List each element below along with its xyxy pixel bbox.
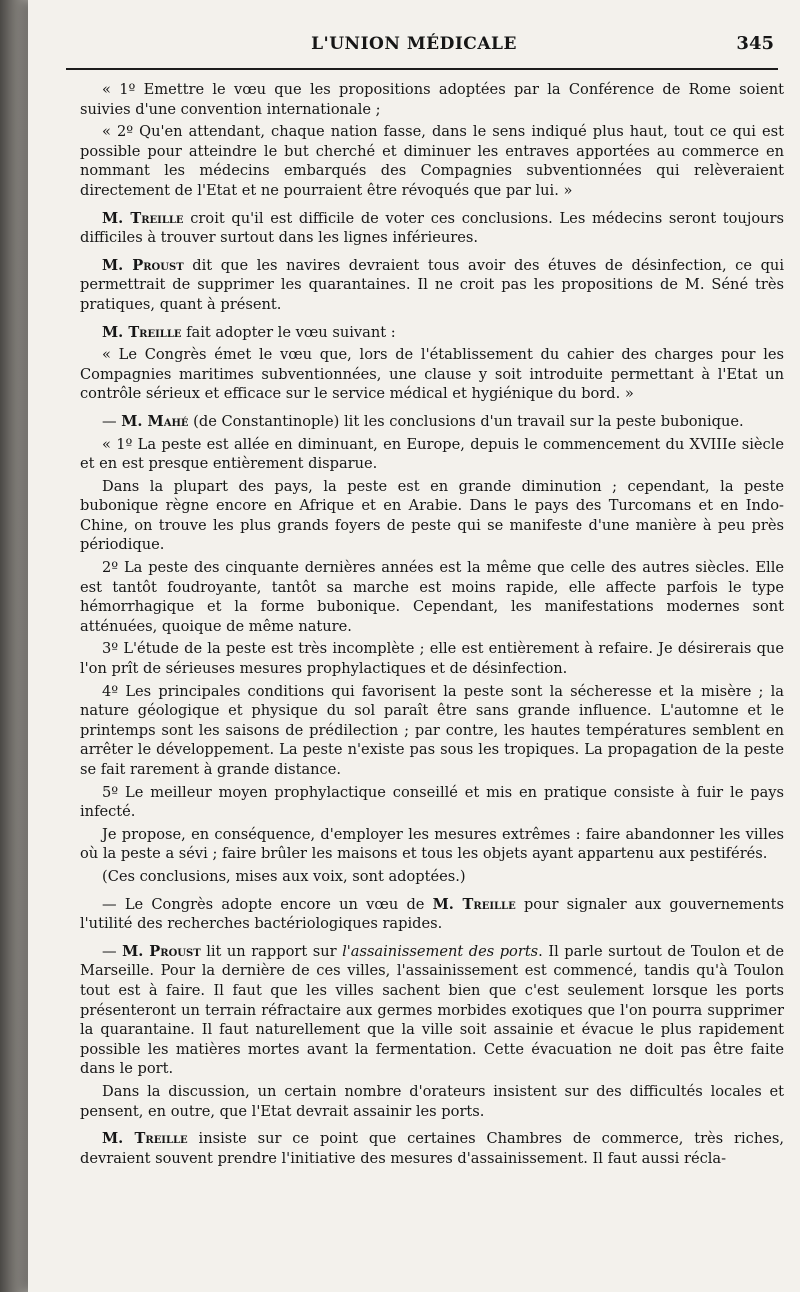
paragraph-text: 2º La peste des cinquante dernières années est la même que celle des autres siècles. Elle est tantôt foudroyante, tantôt sa marche est moins rapide, elle affecte parfois le type hémorrhagique et la forme bubonique. Cependant, les manifestations modernes sont atténuées, quoique de même nature. <box>80 559 784 635</box>
book-spine-shadow <box>0 0 28 1292</box>
paragraph <box>80 345 784 404</box>
paragraph-text: Dans la discussion, un certain nombre d'orateurs insistent sur des difficultés locales et pensent, en outre, que l'Etat devrait assainir les ports. <box>80 1082 784 1120</box>
header-rule <box>66 68 778 70</box>
paragraph-lead: M. Treille <box>102 209 184 227</box>
paragraph-text: insiste sur ce point que certaines Chambres de commerce, très riches, devraient souvent prendre l'initiative des mesures d'assainissement. Il faut aussi récla- <box>80 1130 784 1167</box>
paragraph-text: lit un rapport sur <box>200 942 343 960</box>
paragraph-text: « Le Congrès émet le vœu que, lors de l'établissement du cahier des charges pour les Compagnies maritimes subventionnées, une clause y soit introduite permettant à l'Etat un contrôle sérieux et efficace sur le service médical et hygiénique du bord. » <box>80 346 784 403</box>
paragraph <box>80 435 784 474</box>
page-number: 345 <box>736 33 774 54</box>
paragraph <box>80 1129 784 1168</box>
paragraph-text: 3º L'étude de la peste est très incomplète ; elle est entièrement à refaire. Je désirerais que l'on prît de sérieuses mesures prophylactiques et de désinfection. <box>80 640 784 678</box>
paragraph-text: fait adopter le vœu suivant : <box>181 323 396 341</box>
paragraph-after: . Il parle surtout de Toulon et de Marseille. Pour la dernière de ces villes, l'assainissement est commencé, tandis qu'à Toulon tout est à faire. Il faut que les villes sachent bien que c'est seulement lorsque les ports présenteront un terrain réfractaire aux germes morbides exotiques que l'on pourra supprimer la quarantaine. Il faut naturellement que la ville soit assainie et évacue le plus rapidement possible les matières mortes avant la fermentation. Cette évacuation ne doit pas être faite dans le port. <box>80 942 784 1078</box>
paragraph-pre: — <box>102 412 122 430</box>
paragraph <box>80 209 784 248</box>
body-text <box>80 80 784 1171</box>
paragraph <box>80 558 784 636</box>
paragraph-text: pour signaler aux gouvernements l'utilité des recherches bactériologiques rapides. <box>80 895 784 933</box>
paragraph-text: Dans la plupart des pays, la peste est en grande diminution ; cependant, la peste bubonique règne encore en Afrique et en Arabie. Dans le pays des Turcomans et en Indo-Chine, on trouve les plus grands foyers de peste qui se manifeste d'une manière à peu près périodique. <box>80 477 784 554</box>
paragraph-lead: M. Proust <box>102 256 184 274</box>
paragraph <box>80 122 784 200</box>
paragraph <box>80 639 784 678</box>
paragraph-text: « 1º Emettre le vœu que les propositions adoptées par la Conférence de Rome soient suivies d'une convention internationale ; <box>80 81 784 118</box>
paragraph-italic: l'assainissement des ports <box>342 942 539 960</box>
paragraph <box>80 942 784 1079</box>
paragraph-lead: M. Treille <box>432 895 516 913</box>
paragraph <box>80 682 784 780</box>
paragraph-text: croit qu'il est difficile de voter ces conclusions. Les médecins seront toujours difficiles à trouver surtout dans les lignes inférieures. <box>80 209 784 247</box>
paragraph <box>80 80 784 119</box>
paragraph-lead: M. Treille <box>102 1130 188 1148</box>
paragraph <box>80 783 784 822</box>
paragraph-text: 5º Le meilleur moyen prophylactique conseillé et mis en pratique consiste à fuir le pays infecté. <box>80 783 784 821</box>
paragraph-text: (de Constantinople) lit les conclusions d'un travail sur la peste bubonique. <box>188 412 744 430</box>
paragraph <box>80 867 784 887</box>
page-header <box>28 32 800 58</box>
paragraph <box>80 256 784 315</box>
paragraph-lead: M. Mahé <box>121 412 189 430</box>
paragraph-lead: M. Treille <box>102 323 182 341</box>
paragraph <box>80 895 784 934</box>
paragraph <box>80 323 784 343</box>
paragraph <box>80 825 784 864</box>
paragraph-text: « 2º Qu'en attendant, chaque nation fasse, dans le sens indiqué plus haut, tout ce qui est possible pour atteindre le but cherché et diminuer les entraves apportées au commerce en nommant les médecins embarqués des Compagnies subventionnées qui relèveraient directement de l'Etat et ne pourraient être révoqués que par lui. » <box>80 123 784 199</box>
document-page <box>28 0 800 1292</box>
running-title: L'UNION MÉDICALE <box>311 34 517 54</box>
paragraph-lead: M. Proust <box>122 942 201 960</box>
paragraph-text: dit que les navires devraient tous avoir des étuves de désinfection, ce qui permettrait de supprimer les quarantaines. Il ne croit pas les propositions de M. Séné très pratiques, quant à présent. <box>80 256 784 313</box>
paragraph-pre: — Le Congrès adopte encore un vœu de <box>102 895 433 913</box>
paragraph-text: 4º Les principales conditions qui favorisent la peste sont la sécheresse et la misère ; la nature géologique et physique du sol paraît être sans grande influence. L'automne et le printemps sont les saisons de prédilection ; par contre, les hautes températures semblent en arrêter le développement. La peste n'existe pas sous les tropiques. La propagation de la peste se fait rarement à grande distance. <box>80 682 784 778</box>
paragraph <box>80 477 784 555</box>
paragraph <box>80 412 784 432</box>
paragraph <box>80 1082 784 1121</box>
paragraph-text: Je propose, en conséquence, d'employer les mesures extrêmes : faire abandonner les villes où la peste a sévi ; faire brûler les maisons et tous les objets ayant appartenu aux pestiférés. <box>80 825 784 863</box>
paragraph-pre: — <box>102 942 123 960</box>
paragraph-text: « 1º La peste est allée en diminuant, en Europe, depuis le commencement du XVIIIe siècle et en est presque entièrement disparue. <box>80 435 784 473</box>
paragraph-text: (Ces conclusions, mises aux voix, sont adoptées.) <box>102 867 466 885</box>
